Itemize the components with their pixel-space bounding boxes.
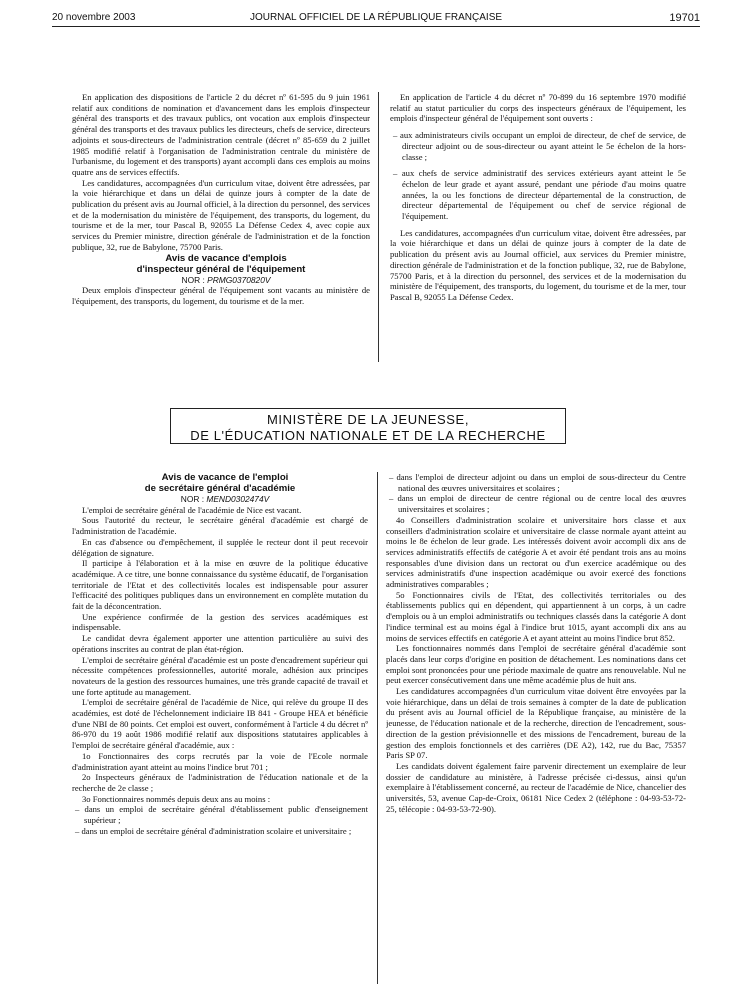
paragraph: En application de l'article 4 du décret nº 70-899 du 16 septembre 1970 modifié relatif au statut particulier du corps des inspecteurs généraux de l'équipement, les emplois d'inspecteur général de l'équipement sont ouverts : bbox=[390, 92, 686, 124]
ministry-banner bbox=[170, 408, 566, 444]
nor-label: NOR : bbox=[180, 494, 205, 504]
bottom-right-column bbox=[386, 472, 686, 815]
top-right-column bbox=[390, 92, 686, 303]
heading-line: Avis de vacance de l'emploi bbox=[161, 472, 289, 483]
ministry-line: DE L'ÉDUCATION NATIONALE ET DE LA RECHERCHE bbox=[190, 428, 546, 443]
notice-heading bbox=[72, 253, 370, 275]
list-item: – aux chefs de service administratif des services extérieurs ayant atteint le 5e échelon de leur grade et ayant assuré, pendant une période d'au moins quatre années, la ou les fonctions de directeur départemental de la construction, de directeur départemental de l'équipement ou chef de service régional de l'équipement. bbox=[402, 168, 686, 222]
ministry-line: MINISTÈRE DE LA JEUNESSE, bbox=[266, 412, 470, 427]
paragraph: Les candidatures, accompagnées d'un curriculum vitae, doivent être adressées, par la voie hiérarchique et dans un délai de quinze jours à compter de la date de publication du présent avis au Journal officiel, à la direction du personnel, des services et de la modernisation du ministère de l'équipement, des transports, du logement, du tourisme et de la mer, tour Pascal B, 92055 La Défense Cedex 4, avec copie aux services du Premier ministre, direction générale de l'administration et de la fonction publique, 32, rue de Babylone, 75700 Paris. bbox=[72, 177, 370, 252]
paragraph: Une expérience confirmée de la gestion des services académiques est indispensable. bbox=[72, 611, 368, 633]
heading-line: d'inspecteur général de l'équipement bbox=[136, 263, 306, 275]
list-item: – dans l'emploi de directeur adjoint ou dans un emploi de sous-directeur du Centre national des œuvres universitaires et scolaires ; bbox=[398, 472, 686, 493]
heading-line: de secrétaire général d'académie bbox=[144, 483, 296, 494]
page-header bbox=[52, 8, 700, 27]
paragraph: Les candidatures accompagnées d'un curriculum vitae doivent être envoyées par la voie hiérarchique, dans un délai de trois semaines à compter de la date de publication du présent avis au Journal officiel de la République française, au ministère de la jeunesse, de l'éducation nationale et de la recherche, direction de l'encadrement, sous-direction de la gestion prévisionnelle et des missions de l'encadrement, bureau de la gestion des emplois fonctionnels et des carrières (DE A2), 142, rue du Bac, 75357 Paris SP 07. bbox=[386, 686, 686, 761]
column-divider-top bbox=[378, 92, 379, 362]
nor-value: PRMG0370820V bbox=[207, 274, 271, 285]
paragraph: Les candidatures, accompagnées d'un curriculum vitae, doivent être adressées, par la voie hiérarchique et dans un délai de quinze jours à compter de la date de publication du présent avis au Journal officiel, aux services du Premier ministre, direction générale de l'administration et de la fonction publique, 32, rue de Babylone, 75700 Paris, et à la direction du personnel, des services et de la modernisation du ministère de l'équipement, des transports, du logement, du tourisme et de la mer, tour Pascal B, 92055 La Défense Cedex. bbox=[390, 227, 686, 302]
nor-reference bbox=[72, 275, 370, 286]
nor-label: NOR : bbox=[181, 274, 205, 285]
heading-line: Avis de vacance d'emplois bbox=[165, 252, 287, 264]
list-item: – aux administrateurs civils occupant un emploi de directeur, de chef de service, de directeur adjoint ou de sous-directeur ou ayant atteint le 5e échelon de la hors-classe ; bbox=[402, 130, 686, 162]
nor-value: MEND0302474V bbox=[206, 494, 270, 504]
eligibility-list bbox=[72, 804, 368, 836]
paragraph: Le candidat devra également apporter une attention particulière au suivi des opérations inscrites au contrat de plan état-région. bbox=[72, 633, 368, 654]
paragraph: Sous l'autorité du recteur, le secrétaire général d'académie est chargé de l'administration de l'académie. bbox=[72, 515, 368, 537]
list-item: – dans un emploi de secrétaire général d'établissement public d'enseignement supérieur ; bbox=[84, 804, 368, 825]
list-item: – dans un emploi de directeur de centre régional ou de centre local des œuvres universitaires et scolaires ; bbox=[398, 493, 686, 514]
paragraph: Les fonctionnaires nommés dans l'emploi de secrétaire général d'académie sont placés dans leur corps d'origine en position de détachement. Les nominations dans cet emploi sont prononcées pour une période maximale de quatre ans renouvelable. Nul ne peut exercer consécutivement dans une même académie plus de huit ans. bbox=[386, 643, 686, 686]
paragraph: L'emploi de secrétaire général de l'académie de Nice, qui relève du groupe II des académies, est doté de l'échelonnement indiciaire IB 841 - Groupe HEA et bénéficie d'une NBI de 80 points. Cet emploi est ouvert, conformément à l'article 4 du décret nº 86-970 du 19 août 1986 modifié relatif aux dispositions statutaires applicables à l'emploi de secrétaire général d'académie, aux : bbox=[72, 697, 368, 751]
column-divider-bottom bbox=[377, 472, 378, 984]
issue-date: 20 novembre 2003 bbox=[52, 12, 136, 23]
paragraph: 2o Inspecteurs généraux de l'administration de l'éducation nationale et de la recherche de 2e classe ; bbox=[72, 772, 368, 793]
nor-reference bbox=[72, 494, 368, 505]
paragraph: En application des dispositions de l'article 2 du décret nº 61-595 du 9 juin 1961 relatif aux conditions de nomination et d'avancement dans les emplois d'inspecteur général des transports et des travaux publics, ont vocation aux emplois d'inspecteur général des transports et des travaux publics les directeurs, chefs de service, directeurs adjoints et sous-directeurs de l'administration centrale (décret nº 85-659 du 2 juillet 1985 modifié relatif à l'organisation de l'administration centrale du ministère de l'urbanisme, du logement et des transports) ayant accompli dans ces emplois au moins quatre ans de services effectifs. bbox=[72, 92, 370, 177]
list-item: – dans un emploi de secrétaire général d'administration scolaire et universitaire ; bbox=[84, 826, 368, 837]
eligibility-list bbox=[390, 130, 686, 222]
paragraph: 3o Fonctionnaires nommés depuis deux ans au moins : bbox=[82, 793, 271, 804]
eligibility-list bbox=[386, 472, 686, 515]
paragraph: Il participe à l'élaboration et à la mise en œuvre de la politique éducative académique. A ce titre, une bonne connaissance du système éducatif, de l'organisation territoriale de l'Etat et des collectivités locales est indispensable pour assurer l'efficacité des politiques publiques dans un environnement en complète mutation du fait de la déconcentration. bbox=[72, 558, 368, 612]
paragraph: En cas d'absence ou d'empêchement, il supplée le recteur dont il peut recevoir délégation de signature. bbox=[72, 536, 368, 558]
paragraph: L'emploi de secrétaire général de l'académie de Nice est vacant. bbox=[82, 504, 302, 515]
paragraph: L'emploi de secrétaire général d'académie est un poste d'encadrement supérieur qui nécessite compétences professionnelles, autorité morale, adhésion aux principes novateurs de la gestion des ressources humaines, une très grande capacité de travail et une forte aptitude au management. bbox=[72, 654, 368, 697]
bottom-left-column bbox=[72, 472, 368, 837]
journal-title: JOURNAL OFFICIEL DE LA RÉPUBLIQUE FRANÇAISE bbox=[249, 12, 503, 23]
paragraph: 5o Fonctionnaires civils de l'Etat, des collectivités territoriales ou des établissements publics qui en dépendent, qui appartiennent à un corps, à un cadre d'emplois ou à un emploi administratifs ou techniques classés dans la catégorie A dont l'indice terminal est au moins égal à l'indice brut 1015, ayant accompli dix ans au moins de services effectifs en catégorie A et ayant atteint au moins l'indice brut 852. bbox=[386, 589, 686, 643]
paragraph: 4o Conseillers d'administration scolaire et universitaire hors classe et aux conseillers d'administration scolaire et universitaire de classe normale ayant atteint au moins le 8e échelon de leur grade. Les intéressés doivent avoir accompli dix ans de services administratifs effectifs de catégorie A et avoir été pendant trois ans au moins responsables d'une division dans un rectorat ou d'un exercice académique ou des services administratifs d'une inspection académique ou avoir exercé des fonctions administratives comparables ; bbox=[386, 514, 686, 590]
paragraph: 1o Fonctionnaires des corps recrutés par la voie de l'Ecole normale d'administration ayant atteint au moins l'indice brut 701 ; bbox=[72, 750, 368, 772]
notice-heading bbox=[72, 472, 368, 494]
paragraph: Les candidats doivent également faire parvenir directement un exemplaire de leur dossier de candidature au ministère, à l'adresse précisée ci-dessus, ainsi qu'un exemplaire à l'établissement concerné, au recteur de l'académie de Nice, chancelier des universités, 53, avenue Cap-de-Croix, 06181 Nice Cedex 2 (téléphone : 04-93-53-72-25, télécopie : 04-93-53-72-90). bbox=[386, 760, 686, 814]
paragraph: Deux emplois d'inspecteur général de l'équipement sont vacants au ministère de l'équipement, des transports, du logement, du tourisme et de la mer. bbox=[72, 285, 370, 306]
top-left-column bbox=[72, 92, 370, 307]
page-number: 19701 bbox=[669, 12, 700, 24]
